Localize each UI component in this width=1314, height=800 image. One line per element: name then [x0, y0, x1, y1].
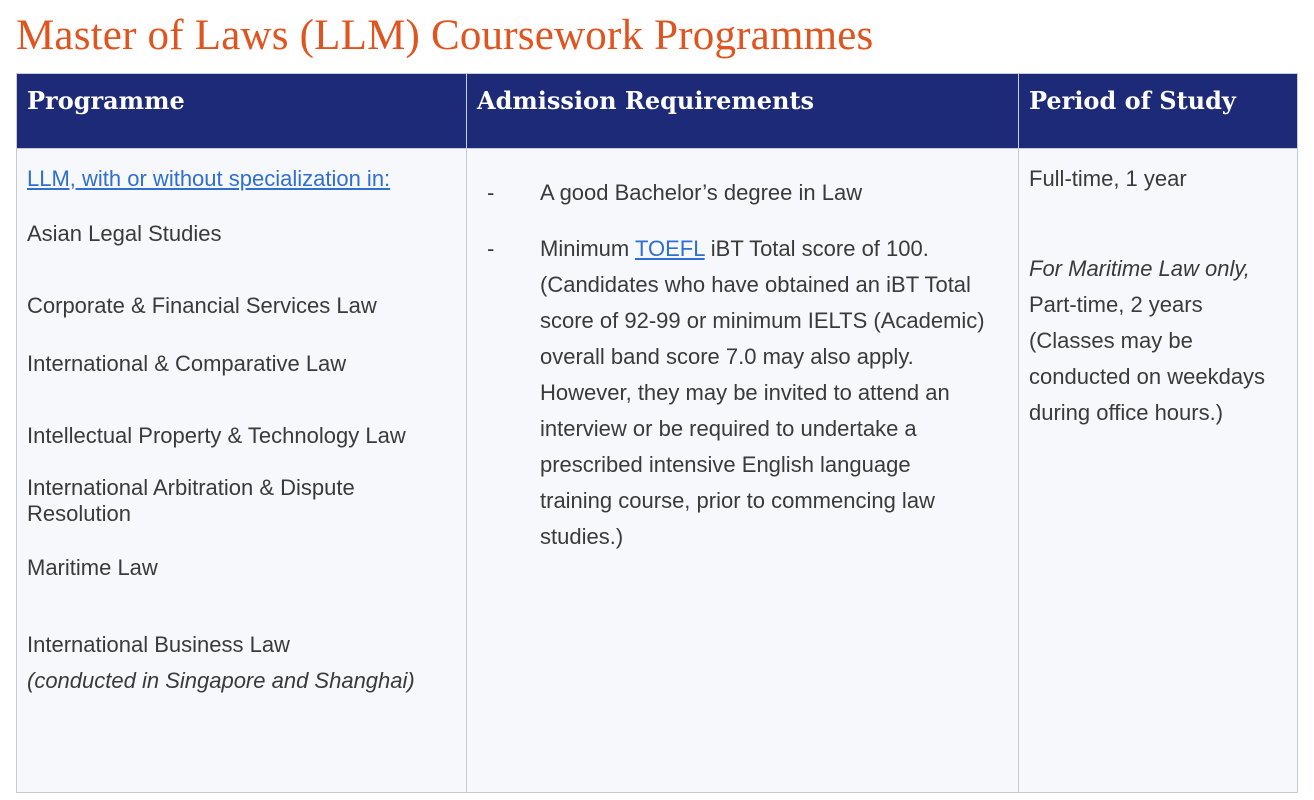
toefl-link[interactable]: TOEFL [634, 236, 705, 261]
programmes-table [16, 73, 1298, 793]
table-header-row [17, 74, 1298, 149]
requirement-text: A good Bachelor’s degree in Law [540, 180, 863, 205]
requirements-list [477, 175, 1008, 555]
list-item [477, 231, 1008, 555]
list-item-note: (conducted in Singapore and Shanghai) [27, 668, 415, 693]
list-item-label: International Business Law [27, 632, 290, 657]
period-fulltime: Full-time, 1 year [1029, 166, 1187, 191]
requirements-cell [467, 149, 1019, 793]
list-item: Asian Legal Studies [27, 221, 222, 246]
list-item: Intellectual Property & Technology Law [27, 423, 406, 448]
period-cell [1019, 149, 1298, 793]
list-item: International Arbitration & Dispute Resolution [27, 475, 355, 526]
list-item: Corporate & Financial Services Law [27, 293, 377, 318]
header-programme: Programme [17, 74, 467, 149]
maritime-note: For Maritime Law only, [1029, 256, 1250, 281]
header-period-of-study: Period of Study [1019, 74, 1298, 149]
specialization-list [27, 221, 456, 699]
requirement-text: iBT Total score of 100. (Candidates who have obtained an iBT Total score of 92-99 or minimum IELTS (Academic) overall band score 7.0 may also apply. However, they may be invited to attend an interview or be required to undertake a prescribed intensive English language training course, prior to commencing law studies.) [540, 236, 985, 549]
list-item: Maritime Law [27, 555, 158, 580]
llm-specialization-link[interactable]: LLM, with or without specialization in: [27, 166, 391, 191]
period-parttime-note: (Classes may be conducted on weekdays during office hours.) [1029, 328, 1266, 425]
table-row [17, 149, 1298, 793]
list-item: International & Comparative Law [27, 351, 347, 376]
period-parttime-block [1029, 251, 1287, 431]
list-item [27, 627, 456, 699]
header-admission-requirements: Admission Requirements [467, 74, 1019, 149]
requirement-prefix: Minimum [540, 236, 635, 261]
bullet-dash: - [487, 236, 495, 261]
list-item [477, 175, 1008, 211]
period-parttime: Part-time, 2 years [1029, 292, 1203, 317]
programme-cell [17, 149, 467, 793]
bullet-dash: - [487, 180, 495, 205]
page-title: Master of Laws (LLM) Coursework Programmes [16, 12, 874, 59]
